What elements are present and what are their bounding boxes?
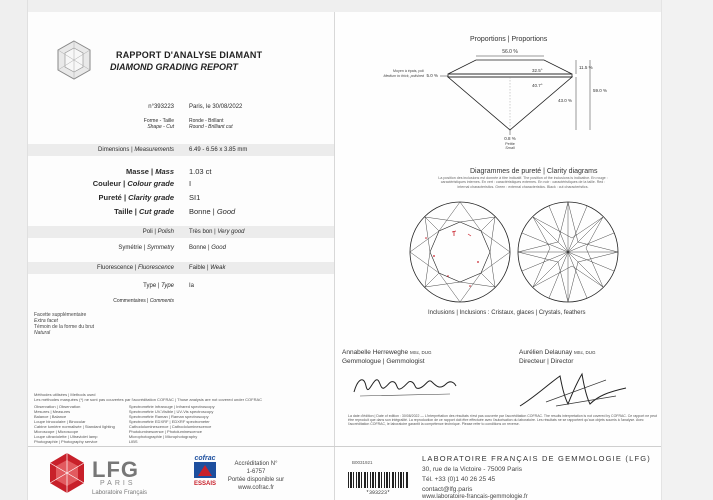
fluorescence-value-en: Weak: [210, 265, 226, 271]
crown-angle: 32.5°: [532, 68, 543, 73]
accreditation-site: www.cofrac.fr: [237, 485, 274, 491]
proportions-diagram: [383, 42, 610, 150]
signatory-2-name: Aurélien Delaunay: [519, 349, 573, 356]
field-dimensions: Dimensions | Measurements 6.49 - 6.56 x 3.85 mm: [28, 144, 334, 156]
barcode: [346, 470, 410, 496]
cut-label-en: Cut grade: [138, 207, 174, 216]
proportions-title: Proportions | Proportions: [470, 36, 548, 43]
comment-line-3: Témoin de la forme du brut: [34, 324, 95, 330]
polish-value-en: Very good: [217, 229, 245, 235]
signature-block-1: [342, 348, 431, 366]
lfg-logo-icon: [48, 452, 86, 494]
scan-edge-top: [28, 0, 713, 12]
signatory-1-role: Gemmologue | Gemmologist: [342, 358, 425, 365]
methods-heading: Méthodes utilisées | Methods used: [34, 392, 96, 397]
field-type: Type | Type Ia: [28, 280, 334, 292]
colour-label-fr: Couleur: [92, 179, 122, 188]
footer-separator: [28, 446, 661, 447]
accreditation-number: 1-6757: [246, 469, 266, 475]
report-date: Paris, le 30/08/2022: [189, 104, 243, 110]
method-item: LIBS: [128, 439, 138, 444]
method-item: Photoluminescence | Photoluminescence: [128, 429, 202, 434]
mass-value: 1.03 ct: [189, 167, 212, 176]
mass-label-en: Mass: [155, 167, 174, 176]
field-shape-cut: [28, 116, 334, 132]
cofrac-logo-icon: [190, 452, 220, 488]
lab-phone: Tél. +33 (0)1 40 26 25 45: [422, 476, 496, 483]
comments-label-fr: Commentaires: [113, 298, 146, 304]
lfg-paris: PARIS: [100, 480, 136, 487]
fluorescence-label-fr: Fluorescence: [97, 265, 134, 271]
methods-block: [34, 392, 324, 444]
methods-list-1: [34, 404, 115, 444]
pavilion-view-diagram: [518, 202, 618, 302]
comments-block: [34, 312, 94, 336]
method-item: Loupe ultraviolette | Ultraviolet lamp: [34, 434, 98, 439]
culet-en: Small: [505, 146, 515, 150]
field-comments: Commentaires | Comments: [113, 298, 174, 304]
report-number: n°393223: [148, 104, 174, 110]
dimensions-value: 6.49 - 6.56 x 3.85 mm: [189, 147, 248, 153]
report-title-en: DIAMOND GRADING REPORT: [110, 62, 238, 72]
method-item: Loupe binoculaire | Binocular: [34, 419, 86, 424]
total-depth: 59.0 %: [593, 88, 608, 93]
comment-line-1: Facette supplémentaire: [34, 312, 87, 318]
polish-label-fr: Poli: [142, 229, 153, 235]
method-item: Spectrométrie EDXRF | EDXRF spectrometer: [128, 419, 210, 424]
lab-email[interactable]: contact@lfg.paris: [422, 486, 473, 493]
shape-value-en: Round - Brilliant cut: [189, 124, 233, 130]
fluorescence-value-fr: Faible: [189, 265, 206, 271]
clarity-diagrams: [408, 196, 618, 308]
clarity-legend: La position des inclusions est donnée à titre indicatif. The position of the inclusions is indicative. En rouge : caractéristiques internes. En vert : caractéristiques externes. En noir : caractéristiques de la taille. Red : internal characteristics. Green : external characteristics. Black : cut characteristics.: [438, 176, 608, 189]
crown-height: 11.5 %: [579, 65, 593, 70]
girdle-desc-fr: Moyen à épais, poli: [393, 69, 424, 73]
accreditation-label: Accréditation N°: [234, 461, 278, 467]
report-title-fr: RAPPORT D'ANALYSE DIAMANT: [116, 50, 263, 60]
field-fluorescence: Fluorescence | Fluorescence Faible | Weak: [28, 262, 334, 274]
accreditation-scope: Portée disponible sur: [227, 477, 285, 483]
cut-label-fr: Taille: [114, 207, 133, 216]
signature-1-image: [350, 368, 460, 402]
signature-block-2: [519, 348, 595, 366]
method-item: Spectrométrie Raman | Raman spectroscopy: [128, 414, 209, 419]
lab-address: 30, rue de la Victoire - 75009 Paris: [422, 466, 522, 473]
method-item: Spectrométrie infrarouge | Infrared spectroscopy: [128, 404, 215, 409]
comment-line-2: Extra facet: [34, 318, 58, 324]
girdle-percent: 5.0 %: [426, 73, 438, 78]
comments-label-en: Comments: [149, 298, 174, 304]
dimensions-label-en: Measurements: [134, 147, 174, 153]
pavilion-angle: 40.7°: [532, 83, 543, 88]
symmetry-value-fr: Bonne: [189, 245, 207, 251]
cofrac-wordmark: cofrac: [194, 455, 216, 462]
comment-line-4: Natural: [34, 330, 51, 336]
barcode-number: *393223*: [365, 490, 391, 496]
shape-value-fr: Ronde - Brillant: [189, 118, 224, 124]
legal-notice: La date d'édition | Date of edition : 30/08/2022 — L'interprétation des résultats n'est pas couverte par l'accréditation COFRAC. The results interpretation is not covered by COFRAC. Ce rapport ne peut être reproduit que dans son intégralité. La reproduction de ce rapport doit être effectuée avec l'autorisation du laboratoire. Les résultats ne se rapportent qu'aux objets soumis à l'analyse. Avec l'accréditation COFRAC, le laboratoire garantit la compétence technique. Please refer to conditions on reverse.: [348, 414, 657, 427]
girdle-desc-en: Medium to thick, polished: [383, 74, 424, 78]
accreditation-block: [226, 460, 286, 492]
method-item: Cathodoluminescence | Cathodoluminescence: [128, 424, 212, 429]
colour-value: I: [189, 179, 192, 188]
method-item: Microphotographie | Microphotography: [128, 434, 198, 439]
method-item: Spectrométrie UV-Visible | UV-Vis spectroscopy: [128, 409, 214, 414]
pavilion-depth: 43.0 %: [558, 98, 573, 103]
type-value: Ia: [189, 283, 195, 289]
inclusions-text: Inclusions | Inclusions : Cristaux, glaces | Crystals, feathers: [428, 310, 586, 316]
scan-edge-right: [661, 0, 713, 500]
culet-fr: Petite: [505, 142, 515, 146]
symmetry-label-fr: Symétrie: [118, 245, 143, 251]
shape-label-fr: Forme - Taille: [143, 118, 174, 124]
fluorescence-label-en: Fluorescence: [137, 265, 174, 271]
signatory-2-suffix: MSc, DUG: [573, 350, 596, 355]
methods-list-2: [129, 404, 215, 444]
method-item: Cabine lumière normalisée | Standard lighting: [34, 424, 115, 429]
page-fold-line: [334, 12, 335, 500]
signatory-1-name: Annabelle Herreweghe: [342, 349, 409, 356]
signatory-2-role: Directeur | Director: [519, 358, 574, 365]
diamond-logo-icon: [52, 38, 96, 82]
crown-view-diagram: [410, 202, 510, 302]
methods-note: Les méthodes marquées (*) ne sont pas couvertes par l'accréditation COFRAC | Those analysis are not covered under COFRAC: [34, 397, 263, 402]
polish-label-en: Polish: [157, 229, 174, 235]
cut-value-fr: Bonne: [189, 207, 211, 216]
clarity-title: Diagrammes de pureté | Clarity diagrams: [470, 168, 598, 175]
method-item: Mesures | Measures: [34, 409, 71, 414]
scan-edge-left: [0, 0, 28, 500]
culet-percent: 0.8 %: [504, 136, 516, 141]
barcode-top-number: B0031921: [352, 460, 373, 465]
field-polish: Poli | Polish Très bon | Very good: [28, 226, 334, 238]
clarity-label-en: Clarity grade: [128, 193, 174, 202]
shape-label-en: Shape - Cut: [147, 124, 174, 130]
cut-value-en: Good: [216, 207, 236, 216]
method-item: Photographie | Photography service: [34, 439, 98, 444]
lab-website[interactable]: www.laboratoire-francais-gemmologie.fr: [422, 494, 528, 500]
method-item: Microscope | Microscope: [34, 429, 79, 434]
method-item: Balance | Balance: [34, 414, 67, 419]
polish-value-fr: Très bon: [189, 229, 213, 235]
signature-2-image: [516, 366, 636, 414]
clarity-label-fr: Pureté: [98, 193, 122, 202]
clarity-value: SI1: [189, 193, 201, 202]
field-colour: Couleur | Colour grade I: [92, 179, 192, 188]
lab-name: LABORATOIRE FRANÇAIS DE GEMMOLOGIE (LFG): [422, 454, 651, 463]
dimensions-label-fr: Dimensions: [98, 147, 130, 153]
method-item: Observation | Observation: [34, 404, 81, 409]
lfg-wordmark: LFG: [92, 457, 139, 482]
signatory-1-suffix: MSc, DUG: [409, 350, 432, 355]
type-label-en: Type: [161, 283, 174, 289]
field-mass: Masse | Mass 1.03 ct: [126, 167, 212, 176]
mass-label-fr: Masse: [126, 167, 149, 176]
symmetry-label-en: Symmetry: [147, 245, 174, 251]
cofrac-essais: ESSAIS: [193, 481, 217, 487]
lfg-subtitle: Laboratoire Français: [92, 490, 148, 496]
field-cut-grade: Taille | Cut grade Bonne | Good: [114, 207, 236, 216]
field-symmetry: Symétrie | Symmetry Bonne | Good: [118, 245, 226, 251]
colour-label-en: Colour grade: [127, 179, 174, 188]
report-number-row: [28, 101, 334, 113]
symmetry-value-en: Good: [211, 245, 226, 251]
table-percent: 56.0 %: [502, 49, 518, 55]
type-label-fr: Type: [143, 283, 157, 289]
field-clarity: Pureté | Clarity grade SI1: [98, 193, 201, 202]
